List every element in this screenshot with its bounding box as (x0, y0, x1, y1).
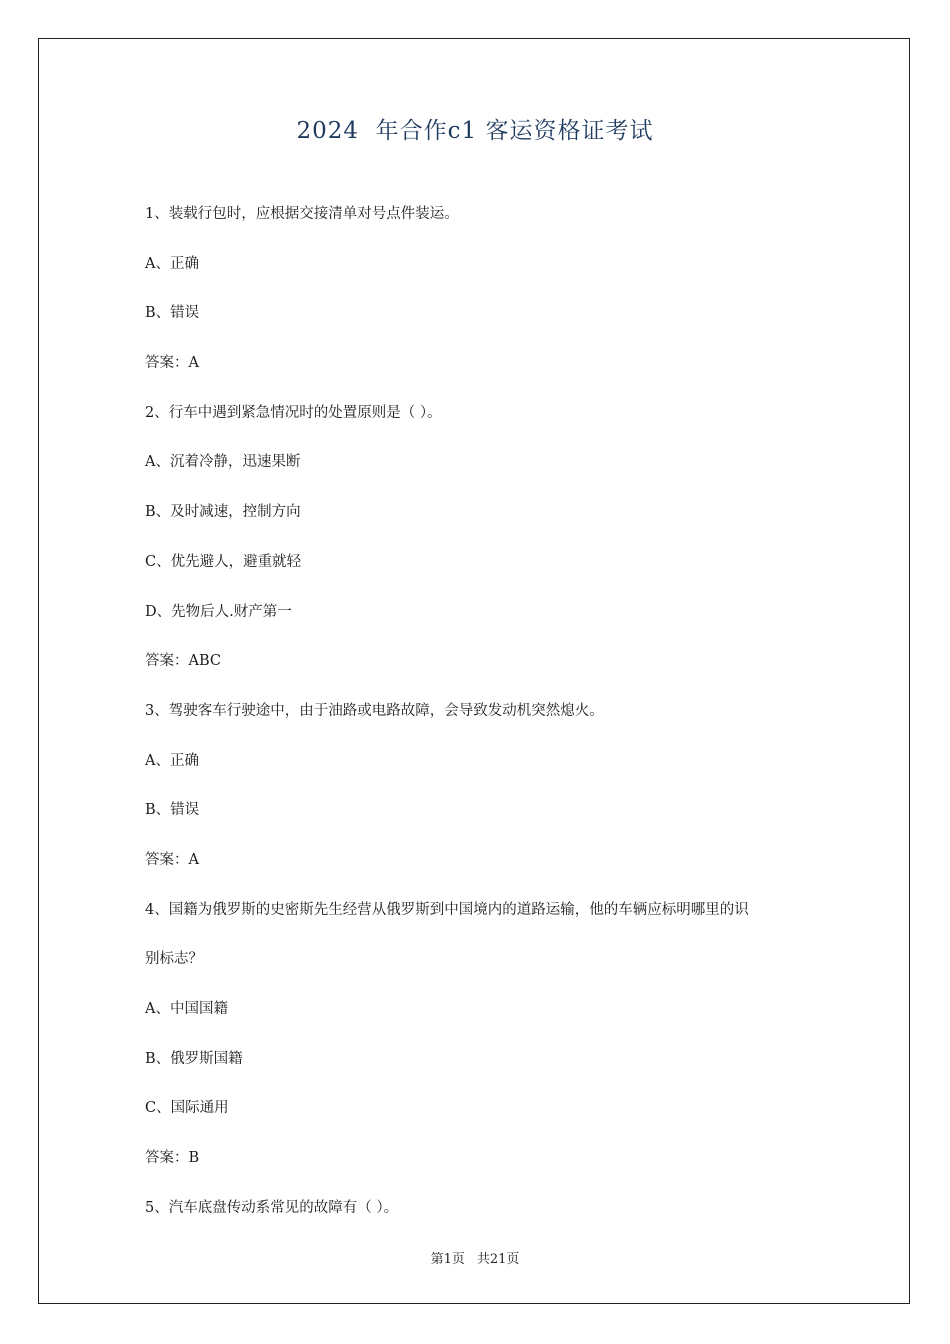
page-total: 共21页 (476, 1252, 520, 1267)
question-3-option-a: A、正确 (145, 752, 199, 769)
question-4-text-continued: 别标志？ (145, 951, 203, 968)
question-4-option-a: A、中国国籍 (145, 1001, 228, 1017)
question-5-text: 5、汽车底盘传动系常见的故障有（ ）。 (145, 1199, 399, 1216)
question-2-answer: 答案：ABC (145, 653, 221, 670)
question-2-option-d: D、先物后人.财产第一 (145, 603, 292, 620)
question-3-answer: 答案：A (145, 851, 199, 868)
question-2-option-b: B、及时减速，控制方向 (145, 504, 301, 521)
question-4-text: 4、国籍为俄罗斯的史密斯先生经营从俄罗斯到中国境内的道路运输，他的车辆应标明哪里的识 (145, 901, 749, 918)
question-3-text: 3、驾驶客车行驶途中，由于油路或电路故障，会导致发动机突然熄火。 (145, 702, 604, 719)
page-footer (0, 1248, 950, 1267)
question-1-answer: 答案：A (145, 355, 199, 372)
question-content (145, 203, 825, 1246)
question-4-option-b: B、俄罗斯国籍 (145, 1050, 243, 1067)
question-4-answer: 答案：B (145, 1150, 200, 1167)
question-3-option-b: B、错误 (145, 802, 200, 819)
question-1-option-b: B、错误 (145, 305, 200, 322)
question-2-option-a: A、沉着冷静，迅速果断 (145, 454, 301, 471)
page-number: 第1页 (430, 1252, 465, 1267)
question-2-text: 2、行车中遇到紧急情况时的处置原则是（ ）。 (145, 404, 442, 421)
question-1-text: 1、装载行包时，应根据交接清单对号点件装运。 (145, 206, 459, 222)
question-1-option-a: A、正确 (145, 255, 199, 272)
question-4-option-c: C、国际通用 (145, 1100, 229, 1117)
question-2-option-c: C、优先避人，避重就轻 (145, 553, 302, 570)
document-title: 2024 年合作c1 客运资格证考试 (296, 118, 654, 144)
